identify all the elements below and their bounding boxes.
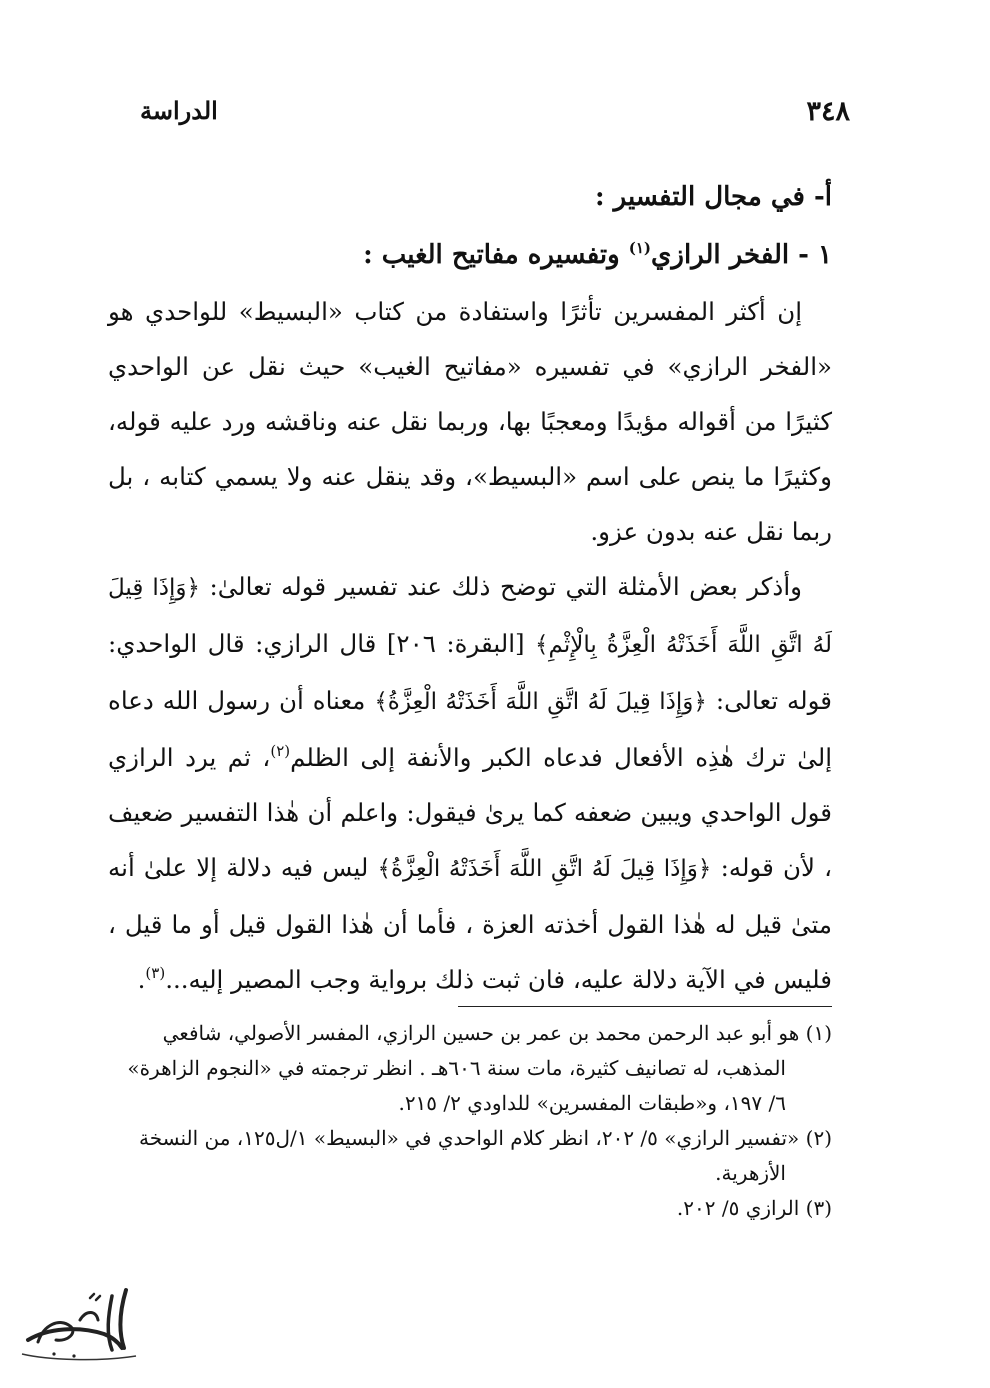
heading-1-text-end: وتفسيره مفاتيح الغيب : — [363, 240, 629, 270]
paragraph-2 — [108, 559, 832, 1007]
footnote-divider — [458, 1006, 832, 1007]
page-header — [140, 96, 850, 132]
footnotes — [108, 1016, 832, 1226]
footnote-1-marker: (١) — [805, 1021, 832, 1045]
quran-verse-1: ﴿وَإِذَا قِيلَ لَهُ اتَّقِ اللَّهَ أَخَذَتْهُ الْعِزَّةُ بِالْإِثْمِ﴾ — [108, 575, 832, 658]
paragraph-2-text-e: ليس فيه دلالة إلا علىٰ أنه متىٰ قيل له هٰذا القول أخذته العزة ، فأما أن هٰذا القول قيل أو ما قيل ، فليس في الآية دلالة عليه، فان ثبت ذلك برواية وجب المصير إليه... — [108, 853, 832, 994]
paragraph-2-end: . — [137, 965, 146, 994]
footnote-1-line-1: هو أبو عبد الرحمن محمد بن عمر بن حسين الرازي، المفسر الأصولي، شافعي — [162, 1021, 800, 1045]
footnote-ref-1[interactable]: (١) — [628, 239, 652, 257]
quran-verse-2: ﴿وَإِذَا قِيلَ لَهُ اتَّقِ اللَّهَ أَخَذَتْهُ الْعِزَّةُ﴾ — [374, 689, 707, 715]
section-heading-1 — [108, 226, 832, 284]
main-text — [108, 168, 832, 1007]
page-number: ٣٤٨ — [806, 96, 850, 127]
running-title: الدراسة — [140, 96, 218, 125]
footnote-3 — [108, 1191, 832, 1226]
footnote-3-marker: (٣) — [805, 1196, 832, 1220]
paragraph-1: إن أكثر المفسرين تأثرًا واستفادة من كتاب «البسيط» للواحدي هو «الفخر الرازي» في تفسيره «مفاتيح الغيب» حيث نقل عن الواحدي كثيرًا من أقواله مؤيدًا ومعجبًا بها، وربما نقل عنه وناقشه ورد عليه قوله، وكثيرًا ما ينص على اسم «البسيط»، وقد ينقل عنه ولا يسمي كتابه ، بل ربما نقل عنه بدون عزو. — [108, 297, 832, 546]
footnote-1-line-2: المذهب، له تصانيف كثيرة، مات سنة ٦٠٦هـ . انظر ترجمته في «النجوم الزاهرة» — [127, 1056, 786, 1080]
paragraph-2-text-c: معناه أن رسول الله دعاه إلىٰ ترك هٰذِه الأفعال فدعاه الكبر والأنفة إلى الظلم — [108, 686, 833, 772]
footnote-2-marker: (٢) — [805, 1126, 832, 1150]
footnote-3-line-1: الرازي ٥/ ٢٠٢. — [676, 1196, 800, 1220]
section-heading-a: أ- في مجال التفسير : — [595, 182, 832, 212]
paragraph-2-text-d: ، ثم يرد الرازي قول الواحدي ويبين ضعفه كما يرىٰ فيقول: واعلم أن هٰذا التفسير ضعيف ، لأن قوله: — [108, 743, 833, 882]
calligraphy-logo-icon — [8, 1270, 146, 1370]
footnote-ref-2[interactable]: (٢) — [270, 742, 291, 760]
paragraph-2-text-a: وأذكر بعض الأمثلة التي توضح ذلك عند تفسير قوله تعالىٰ: — [199, 572, 802, 601]
footnote-1 — [108, 1016, 832, 1051]
heading-1-text: ١ - الفخر الرازي — [651, 240, 832, 270]
footnote-2 — [108, 1121, 832, 1156]
quran-verse-3: ﴿وَإِذَا قِيلَ لَهُ اتَّقِ اللَّهَ أَخَذَتْهُ الْعِزَّةُ﴾ — [377, 856, 712, 882]
footnote-1-line-3: ٦/ ١٩٧، و«طبقات المفسرين» للداودي ٢/ ٢١٥. — [398, 1091, 786, 1115]
footnote-2-line-1: «تفسير الرازي» ٥/ ٢٠٢، انظر كلام الواحدي في «البسيط» ١/ل١٢٥، من النسخة — [138, 1126, 800, 1150]
paragraph-2-text-b: [البقرة: ٢٠٦] قال الرازي: قال الواحدي: قوله تعالى: — [108, 629, 832, 715]
footnote-ref-3[interactable]: (٣) — [145, 964, 166, 982]
footnote-2-line-2: الأزهرية. — [715, 1161, 786, 1185]
